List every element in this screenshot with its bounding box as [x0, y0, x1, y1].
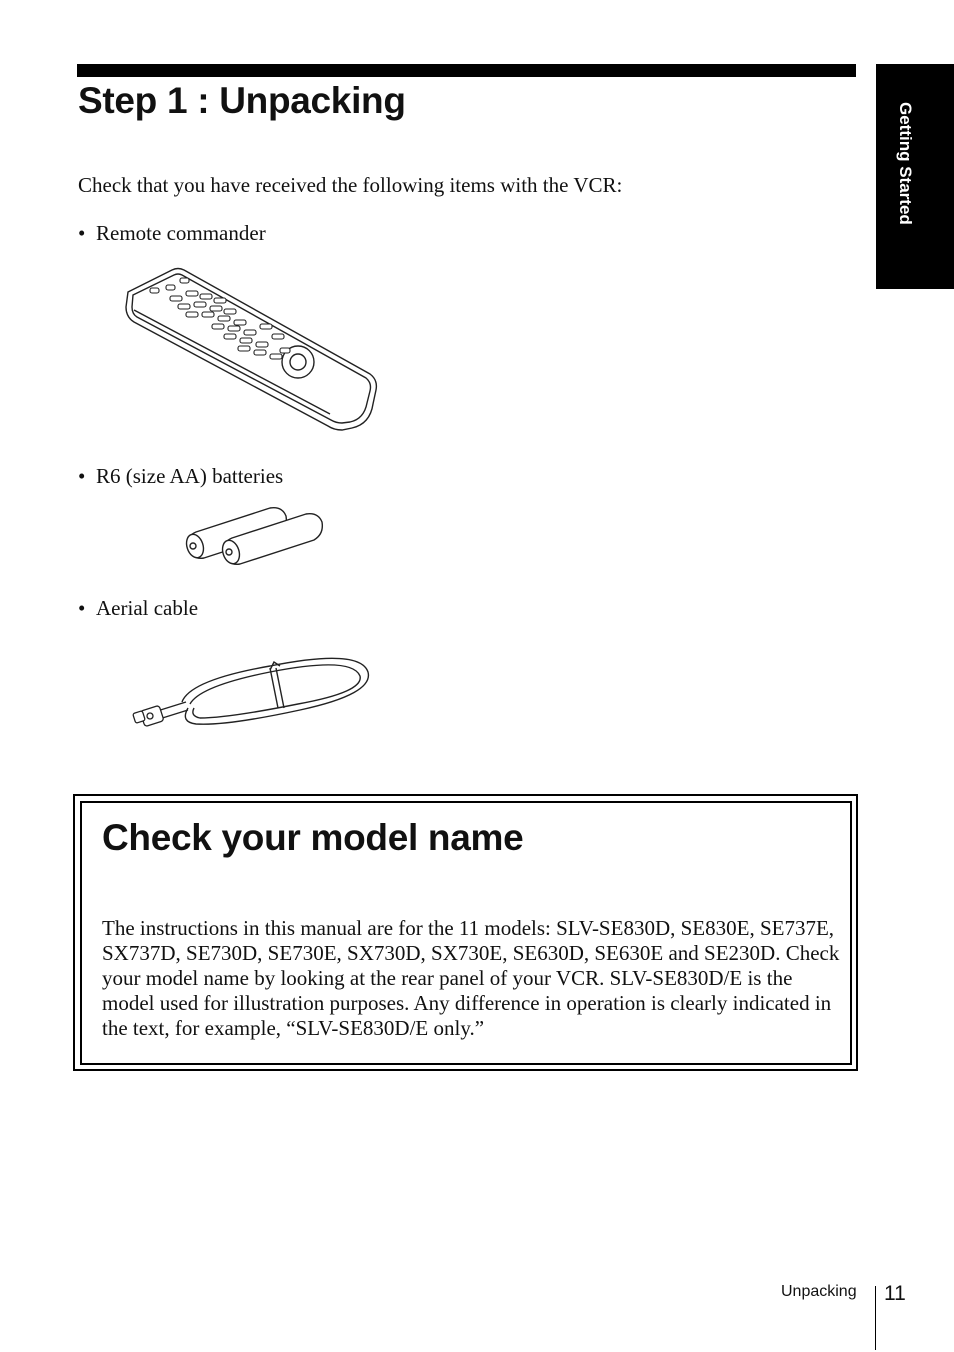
aerial-cable-icon: [130, 640, 376, 740]
remote-commander-icon: [120, 262, 382, 434]
model-box-text: The instructions in this manual are for the 11 models: SLV-SE830D, SE830E, SE737E, SX737D, SE730D, SE730E, SX730D, SX730E, SE630D, SE630E and SE230D. Check your model name by looking at the rear panel of your VCR. SLV-SE830D/E is the model used for illustration purposes. Any difference in operation is clearly indicated in the text, for example, “SLV-SE830D/E only.”: [102, 916, 840, 1040]
list-item-aerial-cable: [78, 596, 198, 621]
page-number: 11: [884, 1282, 906, 1305]
batteries-icon: [182, 502, 324, 572]
bullet-mark: •: [78, 464, 86, 488]
list-item-label: Remote commander: [96, 221, 266, 245]
list-item-remote: [78, 221, 266, 246]
list-item-batteries: [78, 464, 283, 489]
top-rule: [77, 64, 856, 77]
bullet-mark: •: [78, 596, 86, 620]
footer-section-label: Unpacking: [781, 1283, 857, 1300]
footer-divider: [875, 1286, 876, 1350]
side-tab-label: Getting Started: [896, 102, 915, 225]
intro-text: Check that you have received the following items with the VCR:: [78, 173, 623, 197]
list-item-label: Aerial cable: [96, 596, 199, 620]
side-tab: [876, 64, 954, 289]
list-item-label: R6 (size AA) batteries: [96, 464, 284, 488]
page-title: Step 1 : Unpacking: [78, 80, 406, 121]
model-box-title: Check your model name: [102, 817, 524, 858]
bullet-mark: •: [78, 221, 86, 245]
